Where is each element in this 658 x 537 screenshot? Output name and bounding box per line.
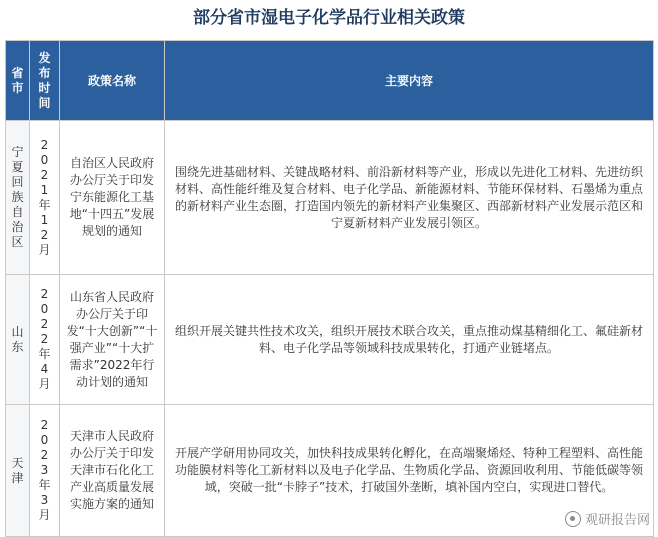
- table-row: [6, 275, 654, 405]
- page-title: 部分省市湿电子化学品行业相关政策: [193, 8, 465, 28]
- policy-cell: 天津市人民政府办公厅关于印发天津市石化化工产业高质量发展实施方案的通知: [60, 405, 165, 537]
- watermark-text: 观研报告网: [584, 513, 650, 528]
- header-policy: 政策名称: [60, 41, 165, 121]
- province-cell: 天津: [6, 405, 30, 537]
- watermark-logo-icon: [565, 511, 581, 527]
- content-cell: 开展产学研用协同攻关，加快科技成果转化孵化，在高端聚烯烃、特种工程塑料、高性能功能膜材料等化工新材料以及电子化学品、生物质化学品、资源回收利用、节能低碳等领域，突破一批“卡脖子”技术，打破国外垄断，填补国内空白，实现进口替代。: [165, 405, 654, 537]
- content-cell: 围绕先进基础材料、关键战略材料、前沿新材料等产业，形成以先进化工材料、先进纺织材料、高性能纤维及复合材料、电子化学品、新能源材料、节能环保材料、石墨烯为重点的新材料产业生态圈，打造国内领先的新材料产业集聚区、西部新材料产业发展示范区和宁夏新材料产业发展引领区。: [165, 121, 654, 275]
- province-cell: 山东: [6, 275, 30, 405]
- table-row: [6, 405, 654, 537]
- date-cell: 2022年4月: [30, 275, 60, 405]
- table-row: [6, 121, 654, 275]
- watermark: [565, 509, 650, 528]
- province-cell: 宁夏回族自治区: [6, 121, 30, 275]
- table-header-row: [6, 41, 654, 121]
- header-content: 主要内容: [165, 41, 654, 121]
- date-cell: 2021年12月: [30, 121, 60, 275]
- policy-cell: 自治区人民政府办公厅关于印发宁东能源化工基地“十四五”发展规划的通知: [60, 121, 165, 275]
- content-cell: 组织开展关键共性技术攻关，组织开展技术联合攻关，重点推动煤基精细化工、氟硅新材料、电子化学品等领域科技成果转化，打通产业链堵点。: [165, 275, 654, 405]
- policy-cell: 山东省人民政府办公厅关于印发“十大创新”“十强产业”“十大扩需求”2022年行动计划的通知: [60, 275, 165, 405]
- header-date: 发布时间: [30, 41, 60, 121]
- policy-table: [5, 40, 654, 537]
- header-province: 省市: [6, 41, 30, 121]
- date-cell: 2023年3月: [30, 405, 60, 537]
